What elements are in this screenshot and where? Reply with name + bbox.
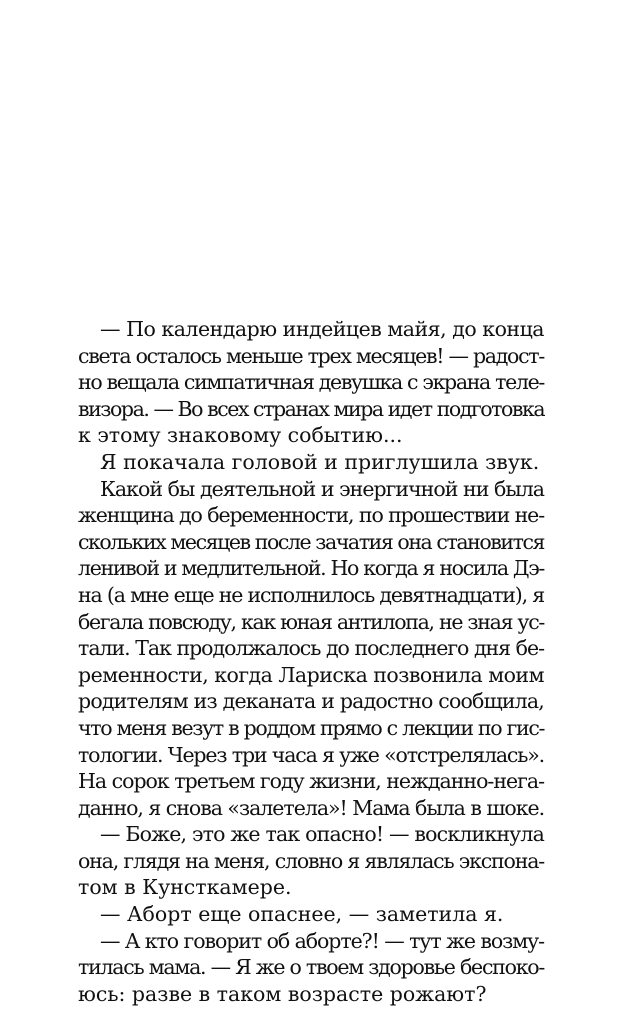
paragraph-3	[78, 476, 544, 822]
text-line: к этому знаковому событию...	[78, 423, 403, 448]
book-page-text	[78, 316, 544, 1007]
text-line: — Боже, это же так опасно! — воскликнула	[100, 822, 544, 847]
text-line: на (а мне еще не исполнилось девятнадцати), я	[78, 582, 545, 607]
text-line: данно, я снова «залетела»! Мама была в шоке.	[78, 795, 545, 820]
text-line: скольких месяцев после зачатия она становится	[78, 529, 544, 554]
paragraph-2	[78, 449, 544, 476]
text-line: родителям из деканата и радостно сообщила,	[78, 689, 544, 714]
text-line: — По календарю индейцев майя, до конца	[100, 317, 544, 341]
text-line: — А кто говорит об аборте?! — тут же возму-	[100, 928, 544, 953]
text-line: тологии. Через три часа я уже «отстрелялась».	[78, 742, 544, 767]
text-line: Какой бы деятельной и энергичной ни была	[100, 476, 544, 501]
text-line: Я покачала головой и приглушила звук.	[100, 449, 540, 474]
text-line: визора. — Во всех странах мира идет подготовка	[78, 396, 545, 421]
text-line: тилась мама. — Я же о твоем здоровье беспоко-	[78, 955, 545, 980]
text-line: — Аборт еще опаснее, — заметила я.	[100, 902, 504, 927]
text-line: она, глядя на меня, словно я являлась экспона-	[78, 848, 544, 873]
text-line: ленивой и медлительной. Но когда я носила Дэ-	[78, 556, 544, 581]
paragraph-6	[78, 928, 544, 1008]
text-line: ременности, когда Лариска позвонила моим	[78, 662, 544, 687]
text-line: тали. Так продолжалось до последнего дня бе-	[78, 636, 544, 661]
text-line: том в Кунсткамере.	[78, 875, 292, 900]
paragraph-4	[78, 821, 544, 901]
text-line: женщина до беременности, по прошествии не-	[78, 503, 545, 528]
paragraph-1	[78, 316, 544, 449]
paragraph-5	[78, 901, 544, 928]
text-line: На сорок третьем году жизни, нежданно-нега-	[78, 769, 545, 794]
text-line: бегала повсюду, как юная антилопа, не зная ус-	[78, 609, 544, 634]
text-line: света осталось меньше трех месяцев! — радост-	[78, 343, 544, 368]
text-line: что меня везут в роддом прямо с лекции по гис-	[78, 715, 545, 740]
text-line: юсь: разве в таком возрасте рожают?	[78, 981, 487, 1006]
text-line: но вещала симпатичная девушка с экрана теле-	[78, 370, 544, 395]
